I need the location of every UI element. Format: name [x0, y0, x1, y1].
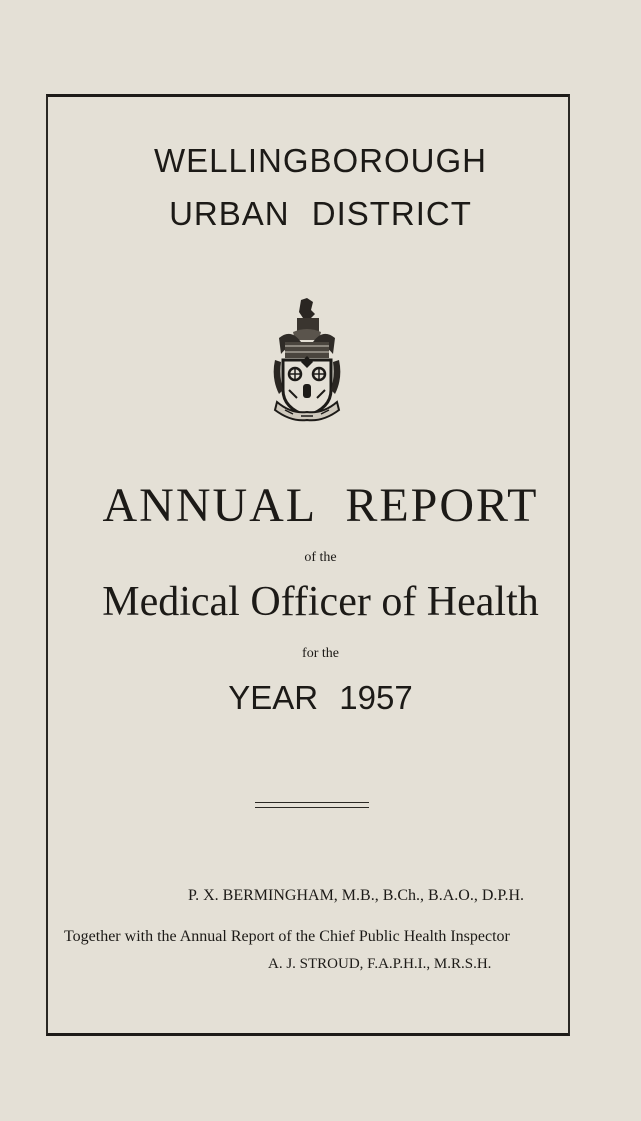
author-credit: P. X. BERMINGHAM, M.B., B.Ch., B.A.O., D.P.H. [188, 887, 525, 904]
divider-rule-bottom [255, 807, 369, 808]
of-the-text: of the [304, 550, 337, 565]
report-subject: Medical Officer of Health [102, 579, 539, 625]
report-year: YEAR 1957 [228, 679, 413, 716]
council-name-line1: WELLINGBOROUGH [153, 142, 488, 179]
coat-of-arms-icon [271, 298, 343, 422]
for-the-text: for the [302, 646, 339, 661]
inspector-credit: A. J. STROUD, F.A.P.H.I., M.R.S.H. [268, 956, 492, 972]
divider-rule-top [255, 802, 369, 803]
inspector-report-note: Together with the Annual Report of the Chief Public Health Inspector [64, 928, 510, 945]
council-name-line2: URBAN DISTRICT [169, 195, 472, 232]
report-title: ANNUAL REPORT [102, 479, 539, 532]
